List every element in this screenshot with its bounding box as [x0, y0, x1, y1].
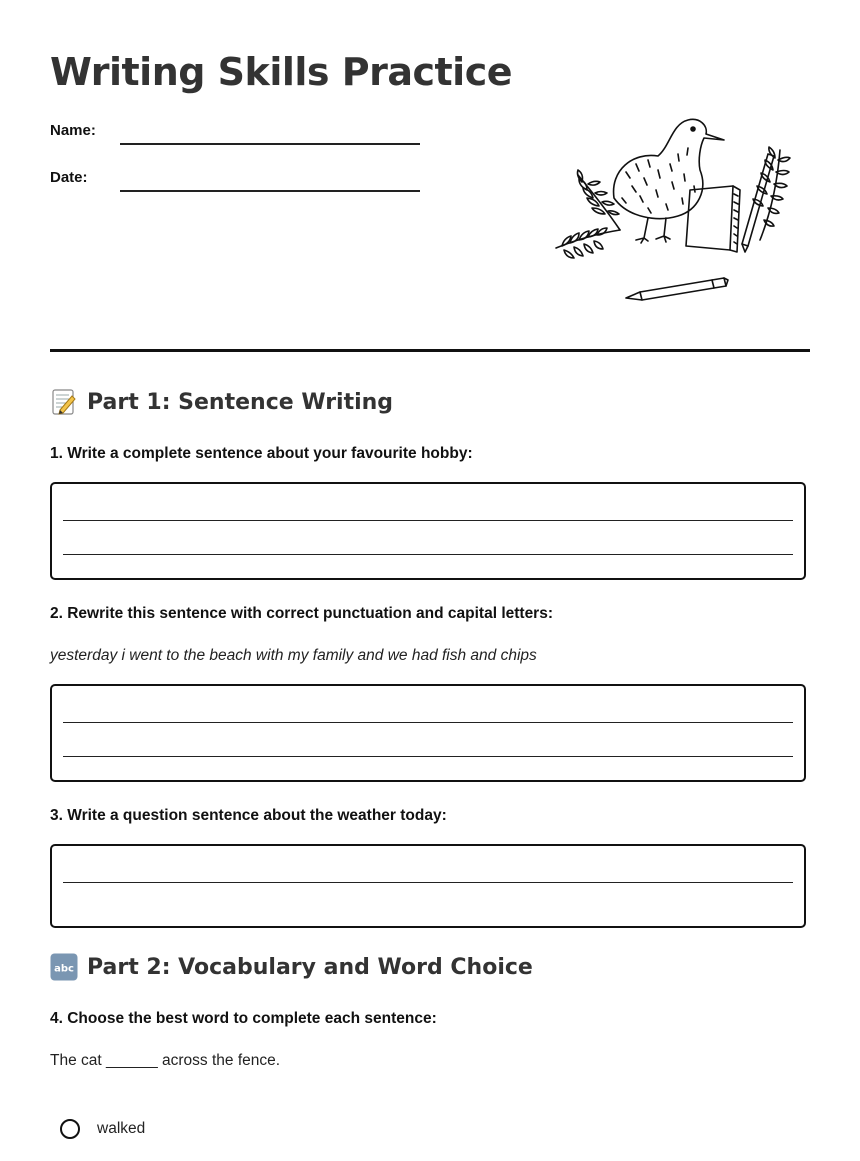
date-field[interactable] [120, 190, 420, 192]
answer-box-1[interactable] [50, 482, 806, 580]
pencil-icon [626, 278, 728, 300]
writing-line [63, 554, 793, 555]
writing-line [63, 882, 793, 883]
kiwi-illustration [548, 110, 793, 310]
answer-box-2[interactable] [50, 684, 806, 782]
notebook-icon [686, 186, 740, 252]
option-walked[interactable] [60, 1119, 145, 1139]
name-label: Name: [50, 122, 96, 139]
writing-line [63, 756, 793, 757]
part1-title: Part 1: Sentence Writing [87, 389, 394, 415]
question-4: 4. Choose the best word to complete each sentence: [50, 1010, 437, 1027]
part2-heading [50, 953, 533, 981]
writing-line [63, 722, 793, 723]
radio-button[interactable] [60, 1119, 80, 1139]
pencil-icon [742, 154, 774, 252]
worksheet-title: Writing Skills Practice [50, 50, 512, 94]
svg-text:abc: abc [54, 963, 74, 975]
header-divider [50, 349, 810, 352]
date-label: Date: [50, 169, 88, 186]
question-3: 3. Write a question sentence about the weather today: [50, 807, 447, 824]
kiwi-bird-icon [614, 119, 724, 243]
name-field[interactable] [120, 143, 420, 145]
question-2: 2. Rewrite this sentence with correct punctuation and capital letters: [50, 605, 554, 622]
part2-title: Part 2: Vocabulary and Word Choice [87, 954, 533, 980]
question-4-sentence: The cat ______ across the fence. [50, 1052, 281, 1069]
memo-icon [50, 388, 78, 416]
fern-icon [556, 170, 620, 258]
fern-icon [753, 147, 790, 240]
question-1: 1. Write a complete sentence about your favourite hobby: [50, 445, 473, 462]
question-2-sentence: yesterday i went to the beach with my family and we had fish and chips [50, 647, 537, 664]
part1-heading [50, 388, 393, 416]
writing-line [63, 520, 793, 521]
option-label: walked [97, 1120, 146, 1137]
abc-icon [50, 953, 78, 981]
answer-box-3[interactable] [50, 844, 806, 928]
